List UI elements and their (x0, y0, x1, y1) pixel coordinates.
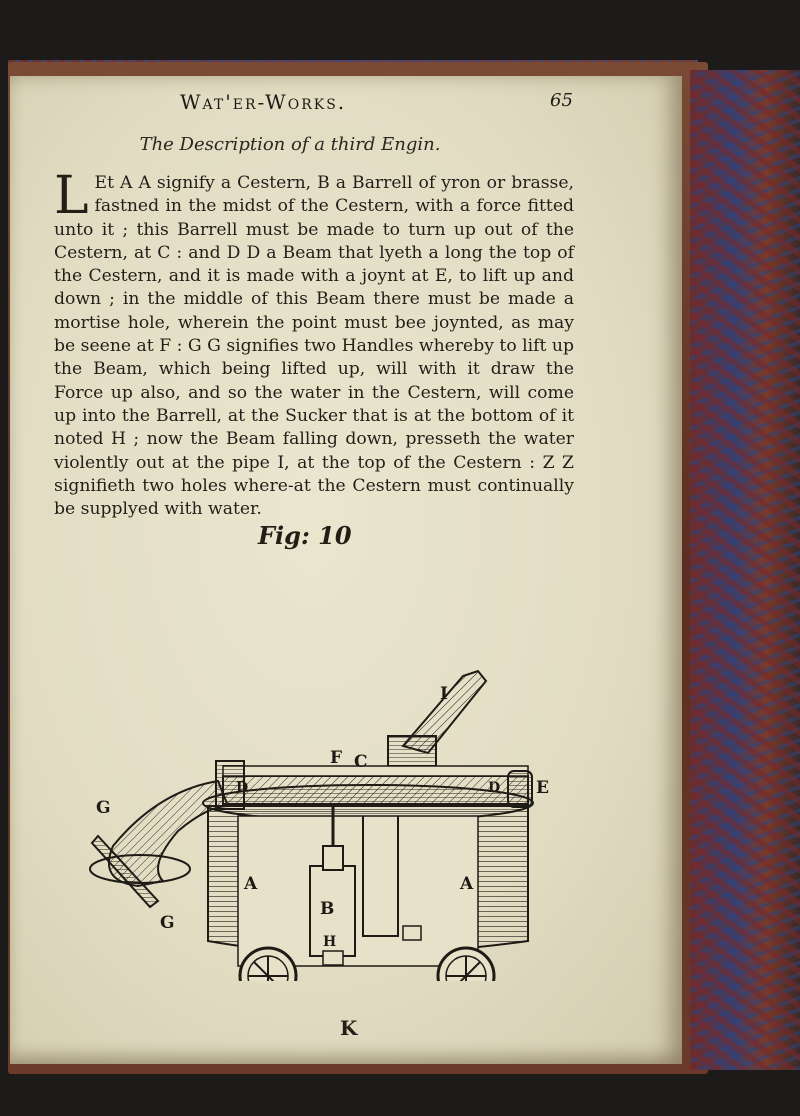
label-c: C (354, 752, 368, 772)
page-number: 65 (550, 90, 573, 111)
label-e: E (536, 778, 549, 798)
label-g-top: G (96, 798, 111, 818)
body-paragraph (54, 166, 574, 521)
pipe-i (388, 671, 486, 766)
running-head: Wat'er-Works. (180, 90, 347, 114)
figure-label: Fig: 10 (258, 521, 352, 550)
book-page (10, 76, 682, 1064)
label-i: I (440, 684, 448, 704)
label-d-right: D (488, 780, 501, 796)
label-b: B (320, 899, 335, 919)
label-f: F (330, 748, 343, 768)
signature-mark: K (340, 1016, 358, 1040)
label-a-left: A (244, 874, 258, 894)
label-h: H (323, 934, 337, 950)
label-a-right: A (460, 874, 474, 894)
paragraph-text: Et A A signify a Cestern, B a Barrell of yron or brasse, fastned in the midst of the Cestern, with a force fitted unto it ; this Barrell must be made to turn up out of the Cestern, at C : and D D a Beam that lyeth a long the top of the Cestern, and it is made with a joynt at E, to lift up and down ; in the middle of this Beam there must be made a mortise hole, wherein the point must bee joynted, as may be seene at F : G G signifies two Handles whereby to lift up the Beam, which being lifted up, will with it draw the Force up also, and so the water in the Cestern, will come up into the Barrell, at the Sucker that is at the bottom of it noted H ; now the Beam falling down, presseth the water violently out at the pipe I, at the top of the Cestern : Z Z signifieth two holes where-at the Cestern must continually be supplyed with water. (54, 173, 574, 520)
drop-cap: L (54, 166, 89, 226)
beam-dd (216, 761, 532, 809)
label-d-left: D (236, 780, 249, 796)
section-subtitle: The Description of a third Engin. (139, 134, 441, 155)
marbled-endpaper (690, 70, 800, 1070)
pump-engine-figure (68, 581, 588, 981)
label-g-bottom: G (160, 913, 175, 933)
